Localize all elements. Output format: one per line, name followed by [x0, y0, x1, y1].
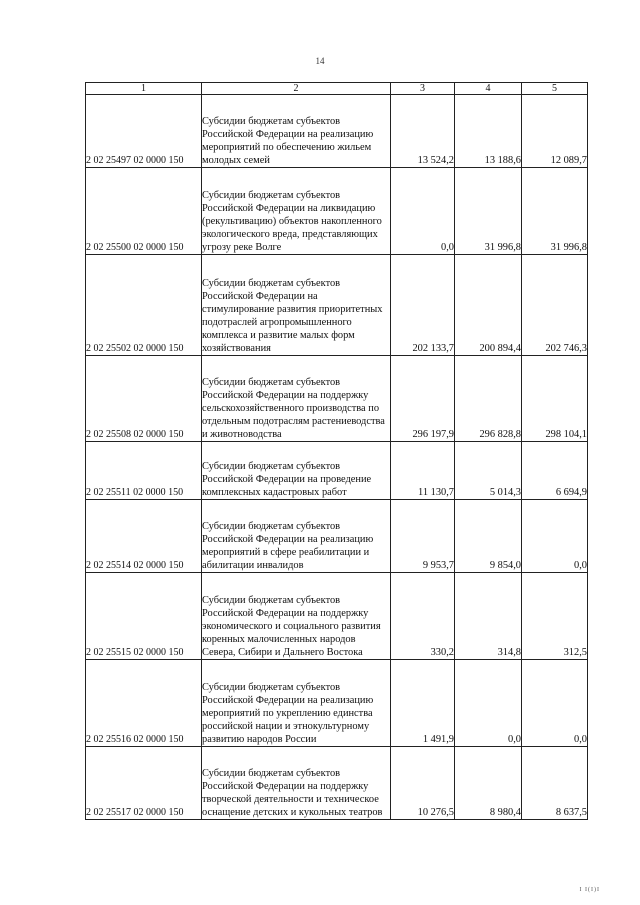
subsidy-description: Субсидии бюджетам субъектов Российской Федерации на реализацию мероприятий в сфере реабилитации и абилитации инвалидов: [202, 500, 391, 573]
value-col-3: 11 130,7: [391, 442, 455, 500]
subsidy-description: Субсидии бюджетам субъектов Российской Федерации на реализацию мероприятий по обеспечению жильем молодых семей: [202, 95, 391, 168]
table-row: [86, 356, 588, 442]
table-row: [86, 500, 588, 573]
value-col-5: 0,0: [522, 500, 588, 573]
value-col-4: 314,8: [455, 573, 522, 660]
table-row: [86, 573, 588, 660]
budget-code: 2 02 25515 02 0000 150: [86, 573, 202, 660]
budget-code: 2 02 25516 02 0000 150: [86, 660, 202, 747]
table-header-row: [86, 83, 588, 95]
value-col-5: 202 746,3: [522, 255, 588, 356]
budget-code: 2 02 25511 02 0000 150: [86, 442, 202, 500]
value-col-5: 12 089,7: [522, 95, 588, 168]
value-col-3: 1 491,9: [391, 660, 455, 747]
subsidy-description: Субсидии бюджетам субъектов Российской Федерации на поддержку сельскохозяйственного производства по отдельным подотраслям растениеводства и животноводства: [202, 356, 391, 442]
subsidy-description: Субсидии бюджетам субъектов Российской Федерации на проведение комплексных кадастровых работ: [202, 442, 391, 500]
value-col-4: 13 188,6: [455, 95, 522, 168]
subsidy-description: Субсидии бюджетам субъектов Российской Федерации на ликвидацию (рекультивацию) объектов накопленного экологического вреда, представляющих угрозу реке Волге: [202, 168, 391, 255]
col-header-5: 5: [522, 83, 588, 95]
table-row: [86, 168, 588, 255]
footer-mark: I I(I)I: [579, 887, 600, 893]
value-col-3: 9 953,7: [391, 500, 455, 573]
value-col-4: 5 014,3: [455, 442, 522, 500]
value-col-4: 8 980,4: [455, 747, 522, 820]
value-col-5: 8 637,5: [522, 747, 588, 820]
value-col-4: 31 996,8: [455, 168, 522, 255]
subsidy-description: Субсидии бюджетам субъектов Российской Федерации на поддержку творческой деятельности и техническое оснащение детских и кукольных театров: [202, 747, 391, 820]
budget-code: 2 02 25497 02 0000 150: [86, 95, 202, 168]
col-header-1: 1: [86, 83, 202, 95]
value-col-3: 202 133,7: [391, 255, 455, 356]
budget-table: [85, 82, 588, 820]
value-col-5: 298 104,1: [522, 356, 588, 442]
table-row: [86, 442, 588, 500]
col-header-2: 2: [202, 83, 391, 95]
table-row: [86, 747, 588, 820]
table-row: [86, 255, 588, 356]
budget-code: 2 02 25514 02 0000 150: [86, 500, 202, 573]
table-row: [86, 95, 588, 168]
budget-code: 2 02 25500 02 0000 150: [86, 168, 202, 255]
table-row: [86, 660, 588, 747]
budget-code: 2 02 25508 02 0000 150: [86, 356, 202, 442]
col-header-4: 4: [455, 83, 522, 95]
budget-code: 2 02 25517 02 0000 150: [86, 747, 202, 820]
value-col-5: 312,5: [522, 573, 588, 660]
subsidy-description: Субсидии бюджетам субъектов Российской Федерации на стимулирование развития приоритетных подотраслей агропромышленного комплекса и развитие малых форм хозяйствования: [202, 255, 391, 356]
value-col-3: 330,2: [391, 573, 455, 660]
value-col-4: 200 894,4: [455, 255, 522, 356]
value-col-5: 6 694,9: [522, 442, 588, 500]
value-col-3: 13 524,2: [391, 95, 455, 168]
value-col-5: 0,0: [522, 660, 588, 747]
subsidy-description: Субсидии бюджетам субъектов Российской Федерации на поддержку экономического и социального развития коренных малочисленных народов Севера, Сибири и Дальнего Востока: [202, 573, 391, 660]
value-col-3: 10 276,5: [391, 747, 455, 820]
value-col-4: 296 828,8: [455, 356, 522, 442]
value-col-4: 9 854,0: [455, 500, 522, 573]
value-col-3: 296 197,9: [391, 356, 455, 442]
budget-code: 2 02 25502 02 0000 150: [86, 255, 202, 356]
value-col-5: 31 996,8: [522, 168, 588, 255]
page-number: 14: [315, 56, 325, 66]
value-col-4: 0,0: [455, 660, 522, 747]
col-header-3: 3: [391, 83, 455, 95]
subsidy-description: Субсидии бюджетам субъектов Российской Федерации на реализацию мероприятий по укреплению единства российской нации и этнокультурному развитию народов России: [202, 660, 391, 747]
value-col-3: 0,0: [391, 168, 455, 255]
